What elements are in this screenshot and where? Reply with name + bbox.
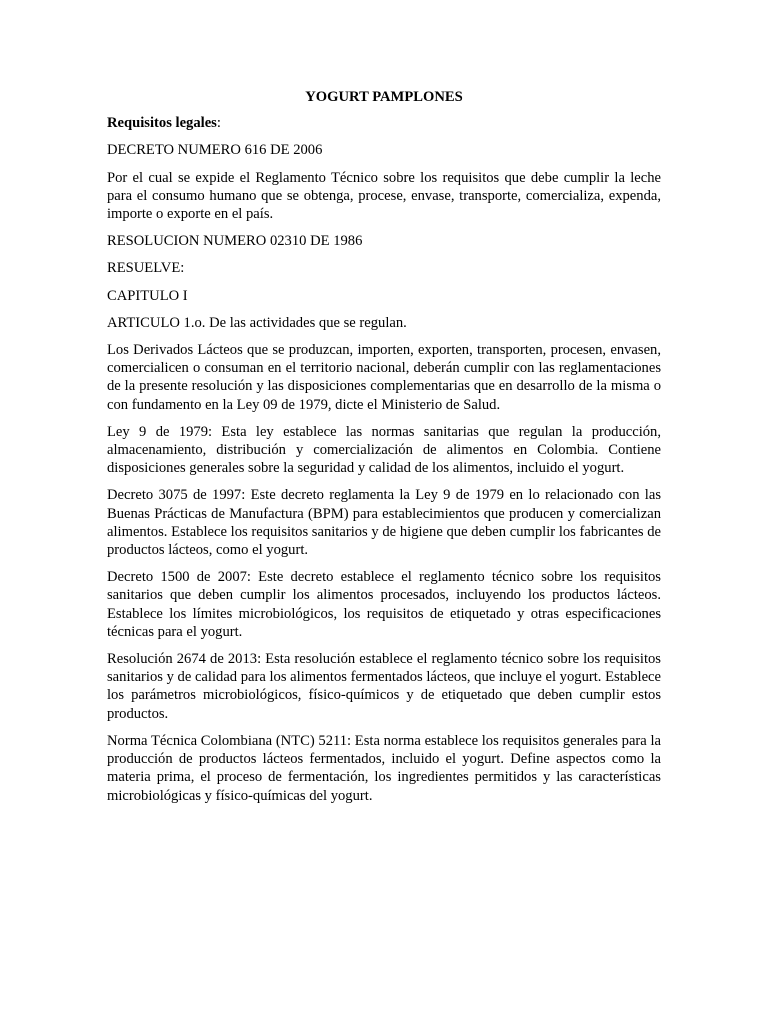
requisitos-label: Requisitos legales: [107, 115, 217, 132]
decreto-616-paragraph: Por el cual se expide el Reglamento Técnico sobre los requisitos que debe cumplir la leche para el consumo humano que se obtenga, procese, envase, transporte, comercializa, expenda, importe o exporte en el país.: [107, 169, 661, 223]
decreto-1500-paragraph: Decreto 1500 de 2007: Este decreto establece el reglamento técnico sobre los requisitos sanitarios que deben cumplir los alimentos procesados, incluyendo los productos lácteos. Establece los límites microbiológicos, los requisitos de etiquetado y otras especificaciones técnicas para el yogurt.: [107, 569, 661, 640]
resolucion-2674-paragraph: Resolución 2674 de 2013: Esta resolución establece el reglamento técnico sobre los requisitos sanitarios y de calidad para los alimentos fermentados lácteos, que incluye el yogurt. Establece los parámetros microbiológicos, físico-químicos y de etiquetado que deben cumplir estos productos.: [107, 651, 661, 722]
requisitos-colon: :: [216, 115, 221, 132]
resolucion-02310-heading: RESOLUCION NUMERO 02310 DE 1986: [107, 233, 363, 250]
articulo-heading: ARTICULO 1.o. De las actividades que se regulan.: [107, 314, 407, 331]
document-title: YOGURT PAMPLONES: [305, 89, 463, 105]
derivados-paragraph: Los Derivados Lácteos que se produzcan, importen, exporten, transporten, procesen, envasen, comercialicen o consuman en el territorio nacional, deberán cumplir con las reglamentaciones de la presente resolución y las disposiciones complementarias que en desarrollo de la misma o con fundamento en la Ley 09 de 1979, dicte el Ministerio de Salud.: [107, 342, 661, 413]
decreto-3075-paragraph: Decreto 3075 de 1997: Este decreto reglamenta la Ley 9 de 1979 en lo relacionado con las Buenas Prácticas de Manufactura (BPM) para establecimientos que producen y comercializan alimentos. Establece los requisitos sanitarios y de higiene que deben cumplir los fabricantes de productos lácteos, como el yogurt.: [107, 487, 661, 559]
ley-9-paragraph: Ley 9 de 1979: Esta ley establece las normas sanitarias que regulan la producción, almacenamiento, distribución y comercialización de alimentos en Colombia. Contiene disposiciones generales sobre la seguridad y calidad de los alimentos, incluido el yogurt.: [107, 423, 661, 477]
requisitos-heading: [107, 114, 661, 132]
decreto-616-heading: DECRETO NUMERO 616 DE 2006: [107, 142, 323, 159]
capitulo-heading: CAPITULO I: [107, 287, 188, 304]
document-page: [107, 88, 661, 814]
ntc-5211-paragraph: Norma Técnica Colombiana (NTC) 5211: Esta norma establece los requisitos generales para la producción de productos lácteos fermentados, incluido el yogurt. Define aspectos como la materia prima, el proceso de fermentación, los ingredientes permitidos y las características microbiológicas y físico-químicas del yogurt.: [107, 732, 661, 804]
resuelve-heading: RESUELVE:: [107, 260, 185, 277]
